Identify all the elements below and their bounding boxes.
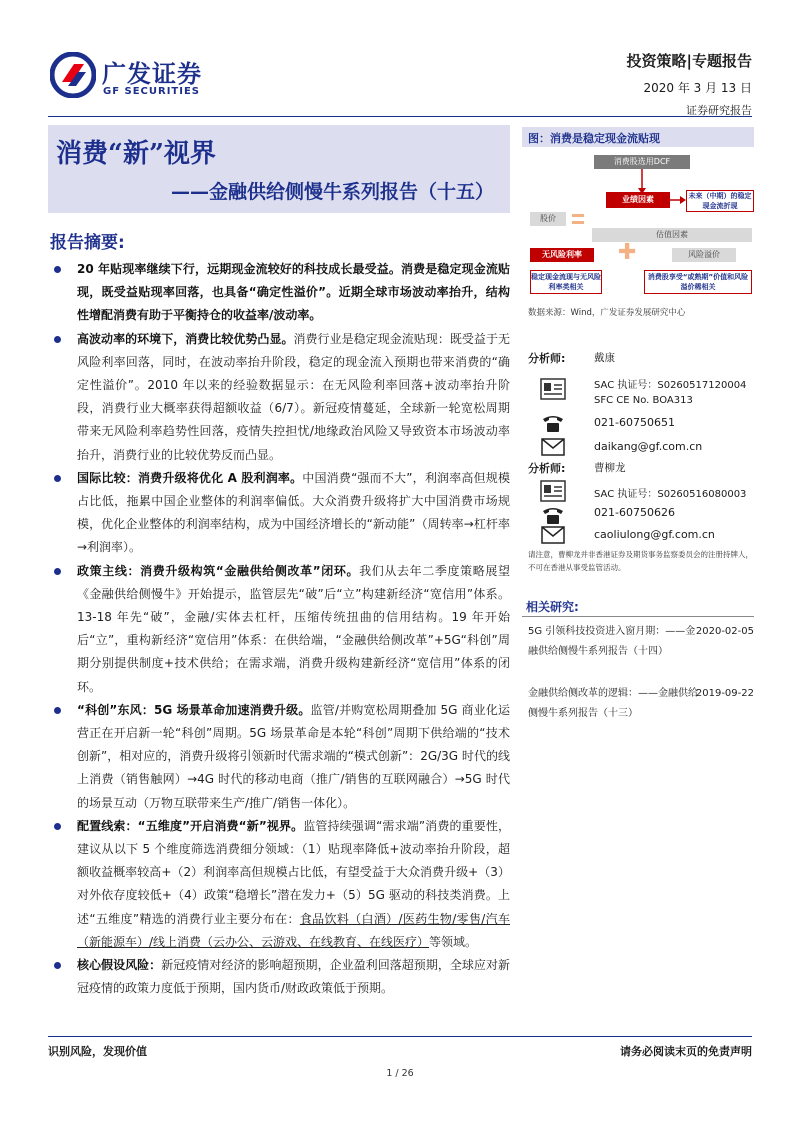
footer-divider xyxy=(48,1036,752,1037)
plus-icon: ✚ xyxy=(618,240,637,265)
summary-body: 中国消费“强而不大”，利润率高但规模占比低，拖累中国企业整体的利润率偏低。大众消费升级将扩大中国消费市场规模，优化企业整体的利润率结构，成为中国经济增长的“新动能”（周转率→杠杆率→利润率）。 xyxy=(77,470,510,555)
company-logo xyxy=(50,52,220,108)
diagram-main-box: 业绩因素 xyxy=(606,192,670,208)
summary-body: 我们从去年二季度策略展望《金融供给侧慢牛》开始提示，监管层先“破”后“立”构建新经济“宽信用”体系。13-18 年先“破”，金融/实体去杠杆，压缩传统扭曲的信用结构。19 年开始后“立”，重构新经济“宽信用”体系：在供给端，“金融供给侧改革”+5G“科创”周期分别提供制度+技术供给；在需求端，消费升级构建新经济“宽信用”体系的闭环。 xyxy=(77,563,510,694)
phone-icon xyxy=(540,504,566,526)
footer-slogan: 识别风险，发现价值 xyxy=(48,1045,147,1058)
related-date: 2019-09-22 xyxy=(695,688,754,699)
analyst-email[interactable]: daikang@gf.com.cn xyxy=(594,440,703,453)
summary-list xyxy=(48,258,510,1001)
analyst-1 xyxy=(528,350,758,470)
diagram-bottom-right: 消费股享受“或熟期”价值和风险溢价稀相关 xyxy=(644,270,752,294)
diagram-price-box: 股价 xyxy=(530,212,566,226)
summary-item xyxy=(48,815,510,954)
diagram-valuation-box: 估值因素 xyxy=(592,228,752,242)
analyst-phone: 021-60750626 xyxy=(594,506,675,519)
summary-item xyxy=(48,699,510,815)
id-card-icon xyxy=(540,378,566,400)
related-date: 2020-02-05 xyxy=(695,626,754,637)
dcf-diagram xyxy=(522,150,754,300)
related-title: 金融供给侧改革的逻辑：——金融供给侧慢牛系列报告（十三） xyxy=(528,688,698,719)
analyst-sfc: SFC CE No. BOA313 xyxy=(594,395,693,406)
disclaimer-note: 请注意，曹柳龙并非香港证券及期货事务监察委员会的注册持牌人，不可在香港从事受监管活动。 xyxy=(528,550,753,572)
summary-body: 监管持续强调“需求端”消费的重要性，建议从以下 5 个维度筛选消费细分领域：（1）贴现率降低+波动率抬升阶段，超额收益概率较高+（2）利润率高但规模占比低，有望受益于大众消费升级+（3）对外依存度较低+（4）政策“稳增长”潜在发力+（5）5G 驱动的科技类消费。上述“五维度”精选的消费行业主要分布在： xyxy=(77,818,510,926)
related-item[interactable] xyxy=(528,622,754,662)
page-number: 1 / 26 xyxy=(386,1068,414,1079)
diagram-right-box: 未来（中期）的稳定现金流折现 xyxy=(686,190,754,212)
gf-logo-icon xyxy=(50,52,96,98)
analyst-2 xyxy=(528,460,758,550)
title-banner xyxy=(48,125,510,213)
page-title: 消费“新”视界 xyxy=(56,139,216,169)
summary-body: 新冠疫情对经济的影响超预期，企业盈利回落超预期，全球应对新冠疫情的政策力度低于预期，国内货币/财政政策低于预期。 xyxy=(77,958,510,996)
analyst-sac: SAC 执证号：S0260517120004 xyxy=(594,380,747,391)
report-type: 投资策略|专题报告 xyxy=(626,52,752,70)
summary-lead: 配置线索：“五维度”开启消费“新”视界。 xyxy=(77,818,304,833)
summary-item xyxy=(48,258,510,328)
logo-en-text: GF SECURITIES xyxy=(103,86,201,97)
summary-lead: 国际比较：消费升级将优化 A 股利润率。 xyxy=(77,470,303,485)
report-date: 2020 年 3 月 13 日 xyxy=(643,81,752,95)
header-divider xyxy=(48,116,752,117)
analyst-phone: 021-60750651 xyxy=(594,416,675,429)
footer-disclaimer-link[interactable]: 请务必阅读末页的免责声明 xyxy=(620,1045,752,1058)
logo-cn-text: 广发证券 xyxy=(102,60,202,88)
summary-body: 消费行业是稳定现金流贴现：既受益于无风险利率回落，同时，在波动率抬升阶段，稳定的现金流入预期也带来消费的“确定性溢价”。2010 年以来的经验数据显示：在无风险利率回落+波动率抬升阶段，消费行业大概率获得超额收益（6/7）。新冠疫情蔓延，全球新一轮宽松周期带来无风险利率趋势性回落，疫情失控担忧/地缘政治风险又导致资本市场波动率抬升，消费行业的比较优势反而凸显。 xyxy=(77,331,510,462)
summary-item xyxy=(48,467,510,560)
summary-lead: 高波动率的环境下，消费比较优势凸显。 xyxy=(77,331,294,346)
phone-icon xyxy=(540,412,566,434)
equals-icon xyxy=(572,214,584,224)
related-item[interactable] xyxy=(528,684,754,724)
report-dept: 证券研究报告 xyxy=(686,104,752,117)
id-card-icon xyxy=(540,480,566,502)
summary-lead: 核心假设风险： xyxy=(77,958,162,973)
summary-lead: 政策主线：消费升级构筑“金融供给侧改革”闭环。 xyxy=(77,563,360,578)
analyst-sac: SAC 执证号：S0260516080003 xyxy=(594,489,747,500)
related-title: 5G 引领科技投资进入窗月期：——金融供给侧慢牛系列报告（十四） xyxy=(528,626,696,657)
analyst-name: 曹柳龙 xyxy=(594,462,626,474)
header-info xyxy=(627,50,752,118)
related-divider-top xyxy=(522,616,754,617)
summary-item xyxy=(48,954,510,1000)
summary-item xyxy=(48,328,510,467)
diagram-riskpremium-box: 风险溢价 xyxy=(672,248,736,262)
summary-body: 监管/并购宽松周期叠加 5G 商业化运营正在开启新一轮“科创”周期。5G 场景革命是本轮“科创”周期下供给端的“技术创新”，相对应的，消费升级将引领新时代需求端的“模式创新”：2G/3G 时代的线上消费（销售触网）→4G 时代的移动电商（推广/销售的互联网融合）→5G 时代的场景互动（万物互联带来生产/推广/销售一体化）。 xyxy=(77,702,511,810)
summary-lead: “科创”东风：5G 场景革命加速消费升级。 xyxy=(77,702,311,717)
diagram-top-box: 消费股选用DCF xyxy=(594,155,690,169)
figure-source: 数据来源：Wind，广发证券发展研究中心 xyxy=(528,308,686,318)
analyst-label: 分析师: xyxy=(528,352,566,365)
diagram-bottom-left: 稳定现金流现与无风险利率类相关 xyxy=(530,270,602,294)
summary-sectors: 食品饮料（白酒）/医药生物/零售/汽车（新能源车）/线上消费（云办公、云游戏、在线教育、在线医疗） xyxy=(77,911,511,949)
summary-tail: 等领域。 xyxy=(429,934,478,949)
analyst-name: 戴康 xyxy=(594,352,615,364)
figure-title-bar xyxy=(522,127,754,147)
diagram-riskfree-box: 无风险利率 xyxy=(530,248,594,262)
analyst-email[interactable]: caoliulong@gf.com.cn xyxy=(594,528,715,541)
email-icon xyxy=(540,524,566,546)
summary-item xyxy=(48,560,510,699)
page-subtitle: ——金融供给侧慢牛系列报告（十五） xyxy=(170,181,494,203)
summary-heading: 报告摘要: xyxy=(50,233,125,253)
figure-title: 图：消费是稳定现金流贴现 xyxy=(528,132,660,145)
related-heading: 相关研究: xyxy=(526,600,579,614)
email-icon xyxy=(540,436,566,458)
analyst-label: 分析师: xyxy=(528,462,566,475)
summary-lead: 20 年贴现率继续下行，远期现金流较好的科技成长最受益。消费是稳定现金流贴现，既受益贴现率回落，也具备“确定性溢价”。近期全球市场波动率抬升，结构性增配消费有助于平衡持仓的收益率/波动率。 xyxy=(77,262,510,323)
